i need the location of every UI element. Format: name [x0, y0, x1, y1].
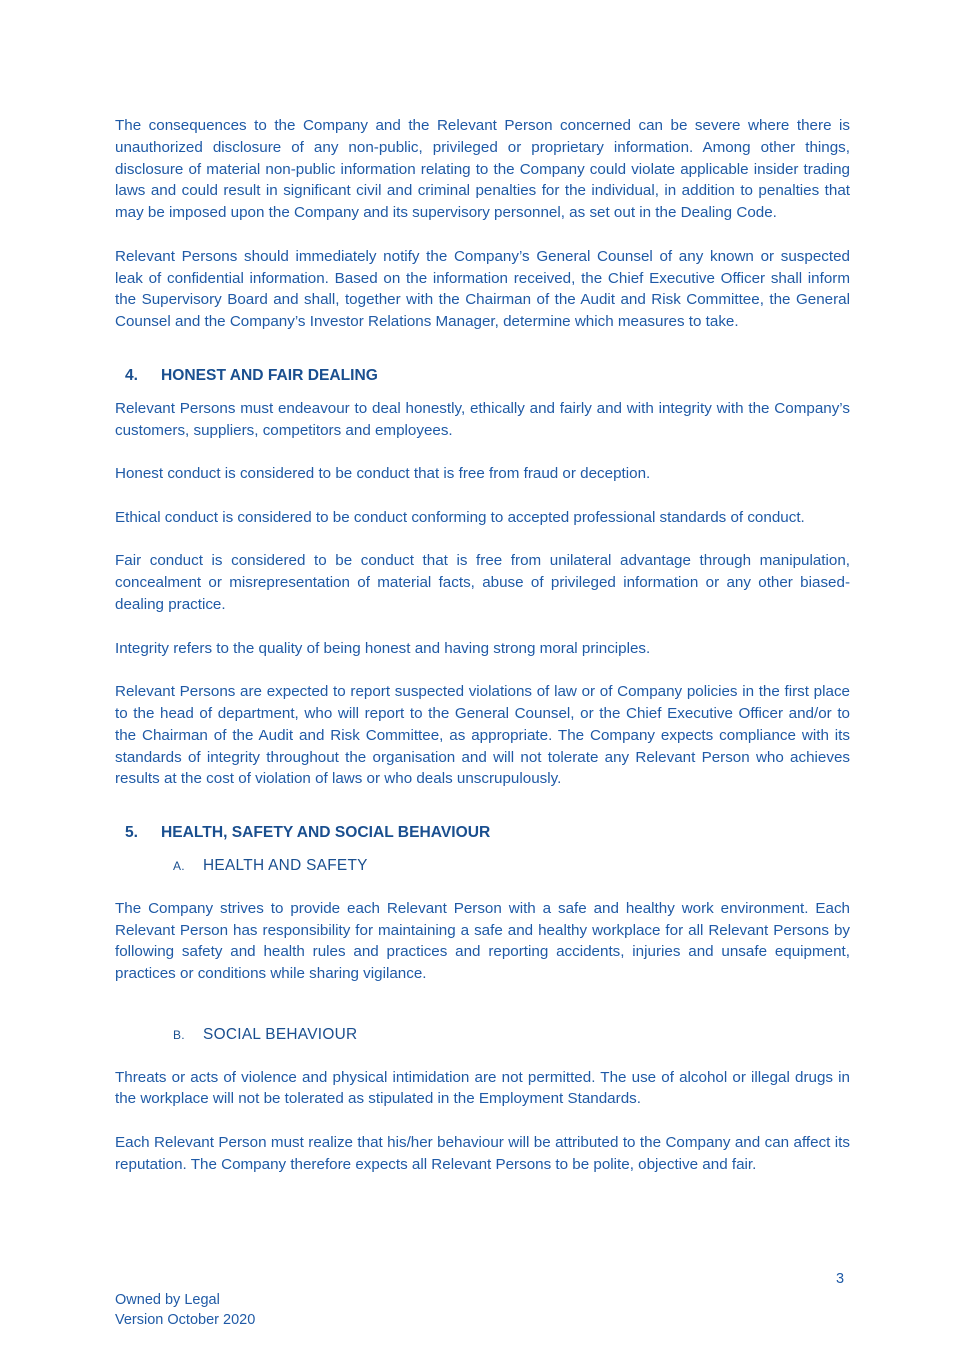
- section-number: 5.: [125, 824, 139, 842]
- paragraph: The Company strives to provide each Relevant Person with a safe and healthy work environment. Each Relevant Person has responsibility for maintaining a safe and healthy workplace for all Relevant Persons by following safety and health rules and practices and reporting accidents, injuries and unsafe equipment, practices or conditions while sharing vigilance.: [115, 899, 850, 983]
- footer: [115, 1290, 255, 1330]
- section-heading-5: [115, 822, 850, 844]
- subsection-heading-b: [173, 1024, 850, 1047]
- section-number: 4.: [125, 366, 139, 384]
- paragraph: Relevant Persons are expected to report suspected violations of law or of Company policies in the first place to the head of department, who will report to the General Counsel, or the Chief Executive Officer and/or to the Chairman of the Audit and Risk Committee, as appropriate. The Company expects compliance with its standards of integrity throughout the organisation and will not tolerate any Relevant Person who achieves results at the cost of violation of laws or who deals unscrupulously.: [115, 683, 850, 788]
- subsection-title: HEALTH AND SAFETY: [203, 856, 368, 874]
- footer-version: Version October 2020: [115, 1312, 256, 1328]
- paragraph: Threats or acts of violence and physical intimidation are not permitted. The use of alcohol or illegal drugs in the workplace will not be tolerated as stipulated in the Employment Standards.: [115, 1068, 850, 1108]
- spacer: [115, 985, 850, 1015]
- paragraph: Integrity refers to the quality of being honest and having strong moral principles.: [115, 639, 651, 657]
- subsection-heading-a: [173, 855, 850, 878]
- page-number: 3: [836, 1271, 845, 1287]
- section-title: HEALTH, SAFETY AND SOCIAL BEHAVIOUR: [161, 824, 491, 842]
- subsection-letter: A.: [173, 858, 185, 873]
- subsection-title: SOCIAL BEHAVIOUR: [203, 1025, 358, 1043]
- section-title: HONEST AND FAIR DEALING: [161, 366, 378, 384]
- footer-owner: Owned by Legal: [115, 1292, 220, 1308]
- paragraph: Ethical conduct is considered to be conduct conforming to accepted professional standards of conduct.: [115, 508, 805, 526]
- page-content: [115, 115, 850, 1176]
- section-heading-4: [115, 365, 850, 387]
- paragraph: Honest conduct is considered to be conduct that is free from fraud or deception.: [115, 465, 651, 483]
- paragraph: Each Relevant Person must realize that his/her behaviour will be attributed to the Company and can affect its reputation. The Company therefore expects all Relevant Persons to be polite, objective and fair.: [115, 1134, 850, 1173]
- paragraph: Relevant Persons must endeavour to deal honestly, ethically and fairly and with integrity with the Company’s customers, suppliers, competitors and employees.: [115, 399, 850, 439]
- paragraph-notify-counsel: Relevant Persons should immediately notify the Company’s General Counsel of any known or suspected leak of confidential information. Based on the information received, the Chief Executive Officer shall inform the Supervisory Board and shall, together with the Chairman of the Audit and Risk Committee, the General Counsel and the Company’s Investor Relations Manager, determine which measures to take.: [115, 247, 850, 331]
- paragraph: Fair conduct is considered to be conduct that is free from unilateral advantage through manipulation, concealment or misrepresentation of material facts, abuse of privileged information or any other biased-dealing practice.: [115, 552, 850, 613]
- paragraph-consequences: The consequences to the Company and the Relevant Person concerned can be severe where there is unauthorized disclosure of any non-public, privileged or proprietary information. Among other things, disclosure of material non-public information relating to the Company could violate applicable insider trading laws and could result in significant civil and criminal penalties for the individual, in addition to penalties that may be imposed upon the Company and its supervisory personnel, as set out in the Dealing Code.: [115, 117, 850, 222]
- subsection-letter: B.: [173, 1027, 185, 1042]
